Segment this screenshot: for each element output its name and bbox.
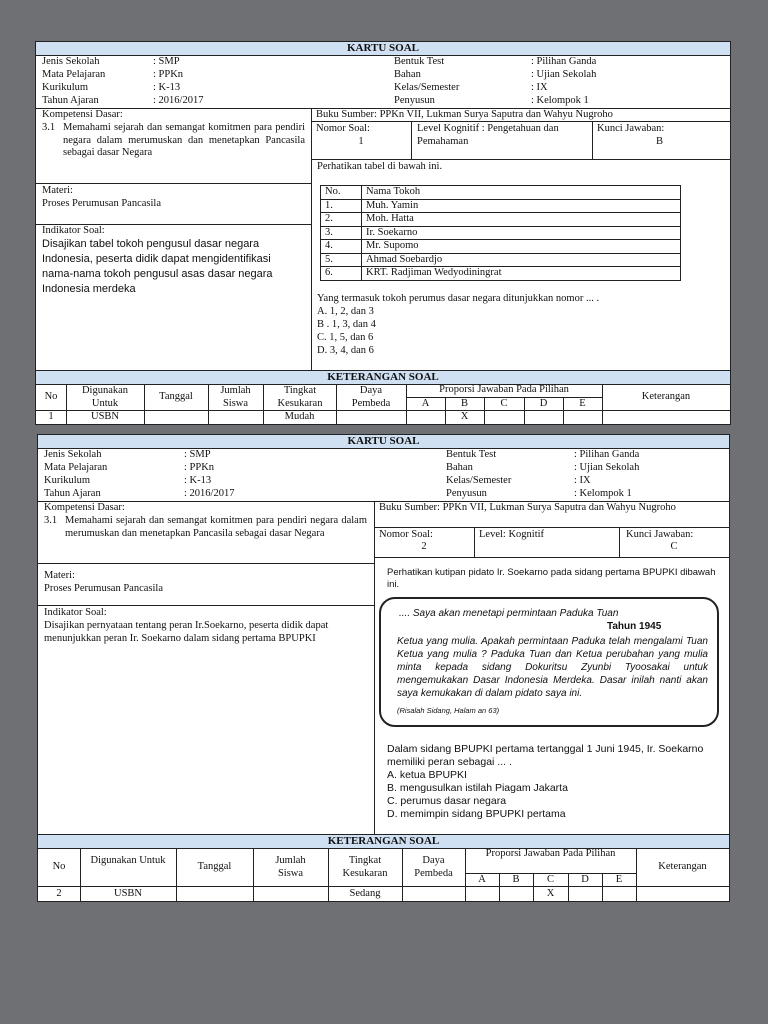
- indikator-soal-text: Disajikan tabel tokoh pengusul dasar negara Indonesia, peserta didik dapat mengidentifikasi nama-nama tokoh pengusul asas dasar negara Indonesia merdeka: [42, 238, 273, 295]
- kelas-semester-label: Kelas/Semester: [446, 475, 512, 486]
- ket-header-e: E: [579, 398, 586, 409]
- table-header-no: No.: [321, 186, 362, 200]
- table-row: [321, 226, 681, 240]
- bentuk-test-label: Bentuk Test: [394, 56, 445, 67]
- ket-header-no: No: [44, 391, 58, 402]
- kompetensi-dasar-text: Memahami sejarah dan semangat komitmen para pendiri negara dalam merumuskan dan menetapkan Pancasila sebagai dasar Negara: [65, 515, 367, 539]
- ket-header-d: D: [581, 874, 589, 885]
- table-cell-no: 4.: [321, 240, 362, 254]
- table-header-nama: Nama Tokoh: [362, 186, 681, 200]
- mata-pelajaran-value: : PPKn: [153, 69, 184, 80]
- indikator-soal-label: Indikator Soal:: [44, 607, 107, 618]
- bentuk-test-value: : Pilihan Ganda: [531, 56, 597, 67]
- table-cell-nama: Ahmad Soebardjo: [362, 253, 681, 267]
- bahan-value: : Ujian Sekolah: [531, 69, 597, 80]
- ket-row-tingkat: Sedang: [349, 888, 381, 899]
- table-cell-nama: Muh. Yamin: [362, 199, 681, 213]
- tahun-ajaran-label: Tahun Ajaran: [42, 95, 99, 106]
- ket-header-no: No: [52, 861, 66, 872]
- level-kognitif: Level: Kognitif: [479, 529, 545, 540]
- kelas-semester-value: : IX: [574, 475, 591, 486]
- kompetensi-number: 3.1: [44, 515, 58, 526]
- ket-row-mark-c: X: [546, 888, 555, 899]
- bahan-label: Bahan: [446, 462, 473, 473]
- kunci-jawaban-label: Kunci Jawaban:: [626, 529, 694, 540]
- bahan-label: Bahan: [394, 69, 421, 80]
- option-b: B. mengusulkan istilah Piagam Jakarta: [387, 782, 568, 794]
- ket-header-daya: Daya Pembeda: [414, 855, 453, 879]
- table-cell-no: 6.: [321, 267, 362, 281]
- ket-row-mark-b: X: [460, 411, 469, 422]
- mata-pelajaran-label: Mata Pelajaran: [42, 69, 106, 80]
- ket-header-tanggal: Tanggal: [197, 861, 232, 872]
- materi-label: Materi:: [42, 185, 73, 196]
- nomor-soal-value: 2: [421, 541, 427, 552]
- ket-header-digunakan: Digunakan Untuk: [81, 385, 129, 409]
- keterangan-soal-title: KETERANGAN SOAL: [36, 370, 730, 385]
- question-text: Dalam sidang BPUPKI pertama tertanggal 1 Juni 1945, Ir. Soekarno memiliki peran sebagai ... .: [387, 743, 704, 768]
- option-d: D. 3, 4, dan 6: [317, 345, 374, 356]
- quote-year: Tahun 1945: [607, 621, 662, 632]
- ket-header-proporsi: Proporsi Jawaban Pada Pilihan: [485, 848, 616, 859]
- ket-header-jumlah: Jumlah Siswa: [220, 385, 251, 409]
- penyusun-label: Penyusun: [394, 95, 435, 106]
- kurikulum-label: Kurikulum: [44, 475, 91, 486]
- table-header-row: [321, 186, 681, 200]
- indikator-soal-label: Indikator Soal:: [42, 225, 105, 236]
- tahun-ajaran-value: : 2016/2017: [184, 488, 235, 499]
- quote-source: (Risalah Sidang, Halam an 63): [397, 706, 500, 715]
- table-cell-no: 1.: [321, 199, 362, 213]
- bentuk-test-value: : Pilihan Ganda: [574, 449, 640, 460]
- materi-text: Proses Perumusan Pancasila: [44, 583, 163, 594]
- ket-header-d: D: [539, 398, 548, 409]
- ket-header-keterangan: Keterangan: [658, 861, 707, 872]
- ket-header-a: A: [421, 398, 430, 409]
- nomor-soal-label: Nomor Soal:: [379, 529, 433, 540]
- ket-row-digunakan: USBN: [90, 411, 119, 422]
- stimulus-text: Perhatikan kutipan pidato Ir. Soekarno pada sidang pertama BPUPKI dibawah ini.: [387, 567, 716, 590]
- table-row: [321, 213, 681, 227]
- ket-header-c: C: [546, 874, 554, 885]
- level-kognitif: Level Kognitif : Pengetahuan dan Pemahaman: [417, 123, 559, 147]
- materi-text: Proses Perumusan Pancasila: [42, 198, 161, 209]
- ket-row-digunakan: USBN: [113, 888, 142, 899]
- table-cell-nama: KRT. Radjiman Wedyodiningrat: [362, 267, 681, 281]
- ket-header-proporsi: Proporsi Jawaban Pada Pilihan: [439, 384, 569, 395]
- quote-box: [379, 597, 719, 727]
- table-row: [321, 199, 681, 213]
- jenis-sekolah-label: Jenis Sekolah: [44, 449, 102, 460]
- penyusun-label: Penyusun: [446, 488, 487, 499]
- table-row: [321, 240, 681, 254]
- table-row: [321, 267, 681, 281]
- jenis-sekolah-label: Jenis Sekolah: [42, 56, 100, 67]
- table-row: [321, 253, 681, 267]
- ket-header-e: E: [615, 874, 623, 885]
- kelas-semester-label: Kelas/Semester: [394, 82, 460, 93]
- option-b: B . 1, 3, dan 4: [317, 319, 376, 330]
- tahun-ajaran-value: : 2016/2017: [153, 95, 204, 106]
- ket-header-keterangan: Keterangan: [641, 391, 691, 402]
- indikator-soal-text: Disajikan pernyataan tentang peran Ir.Soekarno, peserta didik dapat menunjukkan peran Ir. Soekarno dalam sidang pertama BPUPKI: [44, 620, 329, 644]
- ket-row-tingkat: Mudah: [284, 411, 315, 422]
- mata-pelajaran-value: : PPKn: [184, 462, 215, 473]
- bentuk-test-label: Bentuk Test: [446, 449, 497, 460]
- ket-header-tingkat: Tingkat Kesukaran: [342, 855, 388, 879]
- mata-pelajaran-label: Mata Pelajaran: [44, 462, 108, 473]
- jenis-sekolah-value: : SMP: [184, 449, 211, 460]
- kunci-jawaban-label: Kunci Jawaban:: [597, 123, 665, 134]
- kartu-soal-card-2: [37, 434, 730, 902]
- tahun-ajaran-label: Tahun Ajaran: [44, 488, 101, 499]
- penyusun-value: : Kelompok 1: [531, 95, 589, 106]
- quote-body: Ketua yang mulia. Apakah permintaan Paduka telah mengalami Tuan Ketua yang mulia ? Paduka Tuan dan Ketua perubahan yang mulia minta kepada sidang Dokuritsu Zyunbi Tyoosakai untuk mengemukakan Dasar Indonesia Merdeka. Dasar inilah nanti akan saya kemukakan di dalam pidato saya ini.: [397, 636, 708, 699]
- table-cell-no: 3.: [321, 226, 362, 240]
- table-cell-nama: Moh. Hatta: [362, 213, 681, 227]
- kurikulum-label: Kurikulum: [42, 82, 89, 93]
- option-c: C. perumus dasar negara: [387, 795, 507, 807]
- ket-row-no: 2: [56, 888, 62, 899]
- kelas-semester-value: : IX: [531, 82, 548, 93]
- ket-header-tanggal: Tanggal: [159, 391, 193, 402]
- option-d: D. memimpin sidang BPUPKI pertama: [387, 808, 566, 820]
- ket-header-jumlah: Jumlah Siswa: [275, 855, 306, 879]
- materi-label: Materi:: [44, 570, 75, 581]
- tokoh-table: [320, 185, 681, 281]
- ket-header-digunakan: Digunakan Untuk: [90, 855, 166, 866]
- kurikulum-value: : K-13: [153, 82, 181, 93]
- option-a: A. ketua BPUPKI: [387, 769, 467, 781]
- bahan-value: : Ujian Sekolah: [574, 462, 640, 473]
- ket-row-no: 1: [48, 411, 54, 422]
- question-text: Yang termasuk tokoh perumus dasar negara ditunjukkan nomor ... .: [317, 293, 600, 304]
- buku-sumber: Buku Sumber: PPKn VII, Lukman Surya Saputra dan Wahyu Nugroho: [316, 109, 613, 120]
- table-cell-no: 2.: [321, 213, 362, 227]
- table-cell-nama: Mr. Supomo: [362, 240, 681, 254]
- kompetensi-dasar-label: Kompetensi Dasar:: [42, 109, 123, 120]
- nomor-soal-label: Nomor Soal:: [316, 123, 370, 134]
- stimulus-text: Perhatikan tabel di bawah ini.: [317, 161, 443, 172]
- table-cell-nama: Ir. Soekarno: [362, 226, 681, 240]
- kartu-soal-card-1: [35, 41, 731, 425]
- penyusun-value: : Kelompok 1: [574, 488, 632, 499]
- ket-header-a: A: [478, 874, 486, 885]
- kompetensi-dasar-label: Kompetensi Dasar:: [44, 502, 125, 513]
- kunci-jawaban-value: B: [655, 136, 663, 147]
- quote-line-1: .... Saya akan menetapi permintaan Paduka Tuan: [399, 608, 619, 619]
- kompetensi-dasar-text: Memahami sejarah dan semangat komitmen para pendiri negara dalam merumuskan dan menetapkan Pancasila sebagai dasar Negara: [63, 122, 305, 158]
- card-title: KARTU SOAL: [36, 42, 730, 56]
- ket-header-tingkat: Tingkat Kesukaran: [277, 385, 323, 409]
- jenis-sekolah-value: : SMP: [153, 56, 180, 67]
- buku-sumber: Buku Sumber: PPKn VII, Lukman Surya Saputra dan Wahyu Nugroho: [379, 502, 676, 513]
- option-a: A. 1, 2, dan 3: [317, 306, 374, 317]
- table-cell-no: 5.: [321, 253, 362, 267]
- kurikulum-value: : K-13: [184, 475, 212, 486]
- kunci-jawaban-value: C: [670, 541, 678, 552]
- ket-header-b: B: [460, 398, 468, 409]
- nomor-soal-value: 1: [358, 136, 364, 147]
- card-title: KARTU SOAL: [38, 435, 729, 449]
- ket-header-c: C: [500, 398, 508, 409]
- ket-header-b: B: [512, 874, 520, 885]
- keterangan-soal-title: KETERANGAN SOAL: [38, 834, 729, 849]
- kompetensi-number: 3.1: [42, 122, 56, 133]
- ket-header-daya: Daya Pembeda: [351, 385, 391, 409]
- option-c: C. 1, 5, dan 6: [317, 332, 374, 343]
